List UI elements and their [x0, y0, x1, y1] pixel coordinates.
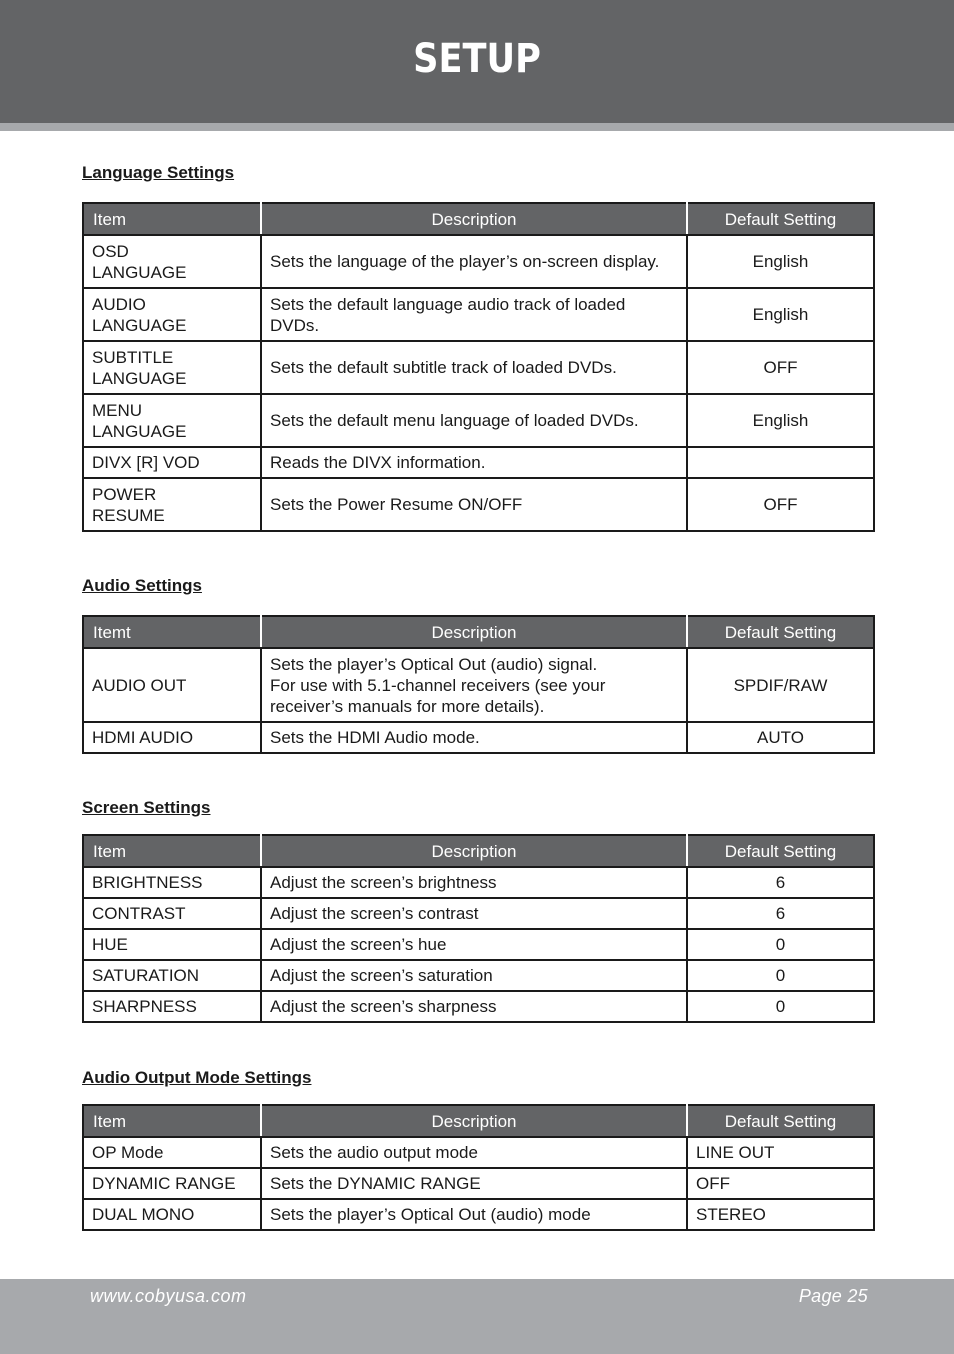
audio-output-mode-table	[82, 1104, 875, 1231]
item-line: MENU LANGUAGE	[92, 400, 187, 441]
item-cell: OP Mode	[83, 1137, 261, 1168]
table-header-row	[83, 203, 874, 235]
table-row	[83, 867, 874, 898]
column-header-description: Description	[261, 1105, 687, 1137]
description-cell: Adjust the screen’s contrast	[261, 898, 687, 929]
description-cell	[261, 648, 687, 722]
description-cell: Sets the player’s Optical Out (audio) mode	[261, 1199, 687, 1230]
item-cell: SHARPNESS	[83, 991, 261, 1022]
column-header-item: Item	[83, 1105, 261, 1137]
column-header-description: Description	[261, 616, 687, 648]
table-row	[83, 1137, 874, 1168]
screen-settings-heading: Screen Settings	[82, 798, 211, 817]
table-row	[83, 1168, 874, 1199]
page-footer	[0, 1279, 954, 1354]
table-header-row	[83, 616, 874, 648]
item-cell: DUAL MONO	[83, 1199, 261, 1230]
table-row	[83, 447, 874, 478]
item-cell	[83, 341, 261, 394]
item-cell: DIVX [R] VOD	[83, 447, 261, 478]
table-row	[83, 722, 874, 753]
page-header	[0, 0, 954, 131]
item-line: SUBTITLE LANGUAGE	[92, 347, 187, 388]
table-row	[83, 394, 874, 447]
item-cell: SATURATION	[83, 960, 261, 991]
default-cell: 0	[687, 960, 874, 991]
item-cell	[83, 394, 261, 447]
column-header-default: Default Setting	[687, 616, 874, 648]
table-row	[83, 1199, 874, 1230]
item-cell: AUDIO OUT	[83, 648, 261, 722]
page-number: Page 25	[798, 1286, 868, 1306]
item-line: POWER RESUME	[92, 484, 165, 525]
table-row	[83, 648, 874, 722]
item-cell: BRIGHTNESS	[83, 867, 261, 898]
language-settings-table	[82, 202, 875, 532]
website-link[interactable]: www.cobyusa.com	[90, 1286, 247, 1306]
item-cell	[83, 288, 261, 341]
default-cell	[687, 447, 874, 478]
column-header-item: Itemt	[83, 616, 261, 648]
default-cell: OFF	[687, 478, 874, 531]
item-line: OSD LANGUAGE	[92, 241, 187, 282]
default-cell: OFF	[687, 341, 874, 394]
description-cell: Adjust the screen’s brightness	[261, 867, 687, 898]
description-cell: Sets the default language audio track of loaded DVDs.	[261, 288, 687, 341]
description-cell: Sets the language of the player’s on-screen display.	[261, 235, 687, 288]
description-cell: Adjust the screen’s saturation	[261, 960, 687, 991]
default-cell: STEREO	[687, 1199, 874, 1230]
description-cell: Sets the default menu language of loaded DVDs.	[261, 394, 687, 447]
table-row	[83, 341, 874, 394]
table-row	[83, 929, 874, 960]
item-cell: CONTRAST	[83, 898, 261, 929]
item-cell: DYNAMIC RANGE	[83, 1168, 261, 1199]
column-header-description: Description	[261, 835, 687, 867]
default-cell: English	[687, 235, 874, 288]
description-cell: Adjust the screen’s sharpness	[261, 991, 687, 1022]
default-cell: LINE OUT	[687, 1137, 874, 1168]
description-cell: Sets the HDMI Audio mode.	[261, 722, 687, 753]
item-cell	[83, 235, 261, 288]
default-cell: 6	[687, 867, 874, 898]
language-settings-heading: Language Settings	[82, 163, 235, 182]
column-header-item: Item	[83, 203, 261, 235]
audio-output-mode-heading: Audio Output Mode Settings	[82, 1068, 312, 1087]
default-cell: 0	[687, 991, 874, 1022]
default-cell: English	[687, 394, 874, 447]
description-cell: Sets the Power Resume ON/OFF	[261, 478, 687, 531]
item-cell	[83, 478, 261, 531]
column-header-description: Description	[261, 203, 687, 235]
page-title: SETUP	[413, 36, 541, 82]
table-header-row	[83, 1105, 874, 1137]
table-row	[83, 478, 874, 531]
default-cell: English	[687, 288, 874, 341]
audio-settings-table	[82, 615, 875, 754]
description-cell: Adjust the screen’s hue	[261, 929, 687, 960]
item-line: AUDIO LANGUAGE	[92, 294, 187, 335]
item-cell: HUE	[83, 929, 261, 960]
default-cell: OFF	[687, 1168, 874, 1199]
description-cell: Sets the DYNAMIC RANGE	[261, 1168, 687, 1199]
table-row	[83, 960, 874, 991]
audio-settings-heading: Audio Settings	[82, 576, 202, 595]
screen-settings-table	[82, 834, 875, 1023]
item-cell: HDMI AUDIO	[83, 722, 261, 753]
default-cell: 0	[687, 929, 874, 960]
column-header-item: Item	[83, 835, 261, 867]
description-cell: Reads the DIVX information.	[261, 447, 687, 478]
description-text: Sets the player’s Optical Out (audio) signal. For use with 5.1-channel receivers (see your receiver’s manuals for more details).	[270, 654, 606, 716]
table-row	[83, 898, 874, 929]
table-header-row	[83, 835, 874, 867]
default-cell: 6	[687, 898, 874, 929]
description-cell: Sets the default subtitle track of loaded DVDs.	[261, 341, 687, 394]
default-cell: SPDIF/RAW	[687, 648, 874, 722]
description-cell: Sets the audio output mode	[261, 1137, 687, 1168]
column-header-default: Default Setting	[687, 1105, 874, 1137]
column-header-default: Default Setting	[687, 203, 874, 235]
default-cell: AUTO	[687, 722, 874, 753]
table-row	[83, 235, 874, 288]
table-row	[83, 288, 874, 341]
table-row	[83, 991, 874, 1022]
column-header-default: Default Setting	[687, 835, 874, 867]
